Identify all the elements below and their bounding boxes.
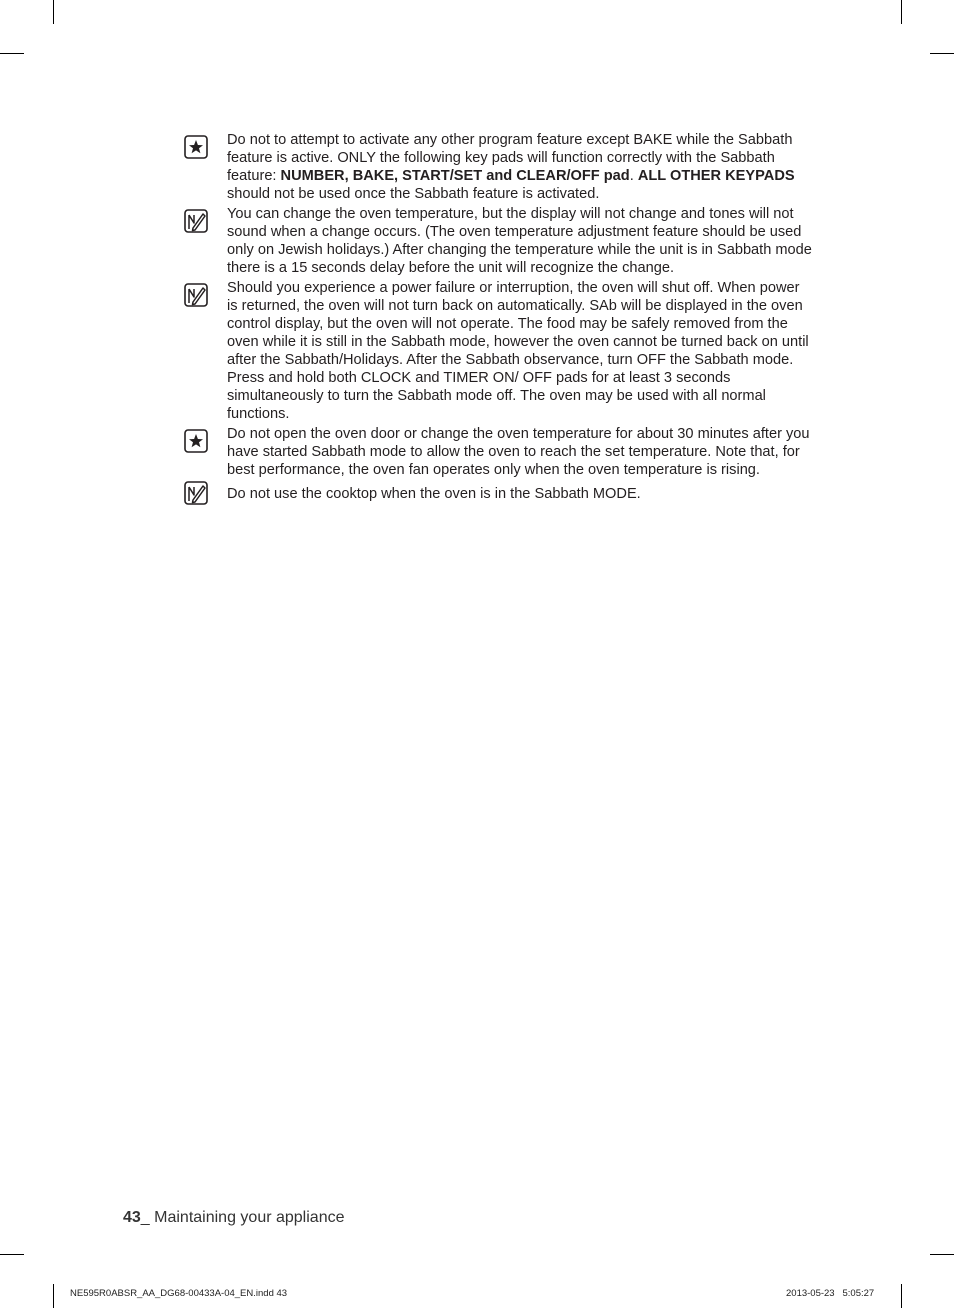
note-text: . (629, 168, 638, 184)
note-item (184, 485, 814, 503)
note-text: Do not use the cooktop when the oven is in the Sabbath MODE. (227, 486, 641, 502)
crop-mark (901, 0, 902, 24)
slug-filename: NE595R0ABSR_AA_DG68-00433A-04_EN.indd 43 (70, 1288, 288, 1299)
note-text: Do not open the oven door or change the oven temperature for about 30 minutes after you have started Sabbath mode to allow the oven to reach the set temperature. Note that, for best performance, the oven fan operates only when the oven temperature is rising. (227, 426, 810, 478)
note-text: Do not to attempt to activate any other program feature except BAKE while the Sabbath feature is active. ONLY the following key pads will function correctly with the Sabbath feature: (227, 132, 793, 184)
note-text: should not be used once the Sabbath feature is activated. (227, 186, 600, 202)
crop-mark (0, 53, 24, 54)
note-item (184, 205, 814, 277)
section-title: _ Maintaining your appliance (140, 1209, 345, 1226)
crop-mark (930, 53, 954, 54)
crop-mark (901, 1284, 902, 1308)
note-text: Should you experience a power failure or interruption, the oven will shut off. When power is returned, the oven will not turn back on automatically. SAb will be displayed in the oven control display, but the oven will not operate. The food may be safely removed from the oven while it is still in the Sabbath mode, however the oven cannot be turned back on until after the Sabbath/Holidays. After the Sabbath observance, turn OFF the Sabbath mode. Press and hold both CLOCK and TIMER ON/ OFF pads for at least 3 seconds simultaneously to turn the Sabbath mode off. The oven may be used with all normal functions. (227, 280, 809, 422)
note-text: You can change the oven temperature, but the display will not change and tones will not sound when a change occurs. (The oven temperature adjustment feature should be used only on Jewish holidays.) After changing the temperature while the unit is in Sabbath mode there is a 15 seconds delay before the unit will recognize the change. (227, 206, 812, 276)
caution-star-icon (184, 429, 208, 453)
page-number: 43 (123, 1209, 141, 1226)
note-pencil-icon (184, 283, 208, 307)
caution-star-icon (184, 135, 208, 159)
note-pencil-icon (184, 481, 208, 505)
note-bold-text: ALL OTHER KEYPADS (637, 168, 795, 184)
note-item (184, 279, 814, 423)
crop-mark (53, 1284, 54, 1308)
slug-timestamp: 2013-05-23 5:05:27 (786, 1288, 875, 1299)
note-pencil-icon (184, 209, 208, 233)
notes-list (184, 131, 814, 505)
note-bold-text: NUMBER, BAKE, START/SET and CLEAR/OFF pad (280, 168, 630, 184)
crop-mark (53, 0, 54, 24)
page-footer (123, 1209, 344, 1227)
note-item (184, 131, 814, 203)
crop-mark (930, 1254, 954, 1255)
crop-mark (0, 1254, 24, 1255)
note-item (184, 425, 814, 479)
